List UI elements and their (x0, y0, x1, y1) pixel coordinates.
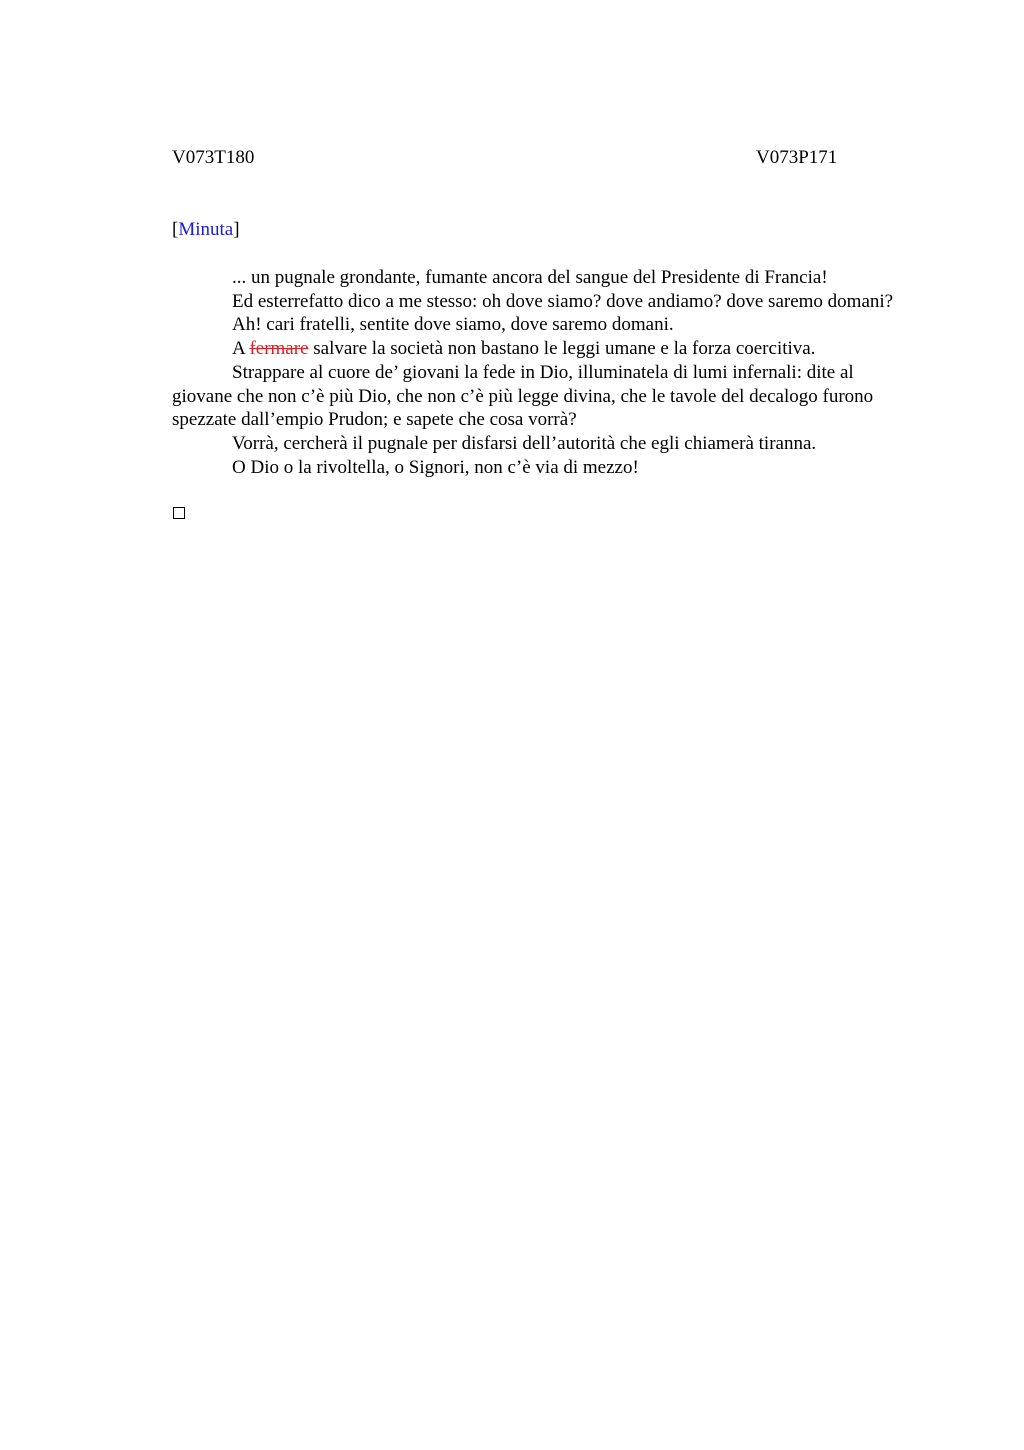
document-code-left: V073T180 (172, 147, 255, 168)
paragraph: Ah! cari fratelli, sentite dove siamo, dove saremo domani. (232, 314, 674, 336)
paragraph-start: A (232, 338, 250, 360)
paragraph: Vorrà, cercherà il pugnale per disfarsi dell’autorità che egli chiamerà tiranna. (232, 432, 817, 454)
document-code-right: V073P171 (756, 147, 838, 168)
paragraph: O Dio o la rivoltella, o Signori, non c’è via di mezzo! (232, 456, 639, 478)
section-label (172, 218, 240, 242)
paragraph-with-deletion (172, 337, 914, 361)
section-label-word: Minuta (178, 219, 234, 240)
deleted-word: fermare (249, 338, 309, 360)
paragraph: ... un pugnale grondante, fumante ancora del sangue del Presidente di Francia! (232, 267, 828, 288)
end-of-text-square-icon (173, 507, 185, 519)
paragraph: Strappare al cuore de’ giovani la fede in Dio, illuminatela di lumi infernali: dite al giovane che non c’è più Dio, che non c’è più legge divina, che le tavole del decalogo furono spezzate dall’empio Prudon; e sapete che cosa vorrà? (172, 361, 874, 431)
close-bracket: ] (233, 219, 240, 240)
open-bracket: [ (172, 219, 179, 240)
paragraph: Ed esterrefatto dico a me stesso: oh dove siamo? dove andiamo? dove saremo domani? (232, 290, 894, 312)
paragraph-rest: salvare la società non bastano le leggi umane e la forza coercitiva. (308, 338, 816, 360)
document-body (172, 266, 914, 479)
